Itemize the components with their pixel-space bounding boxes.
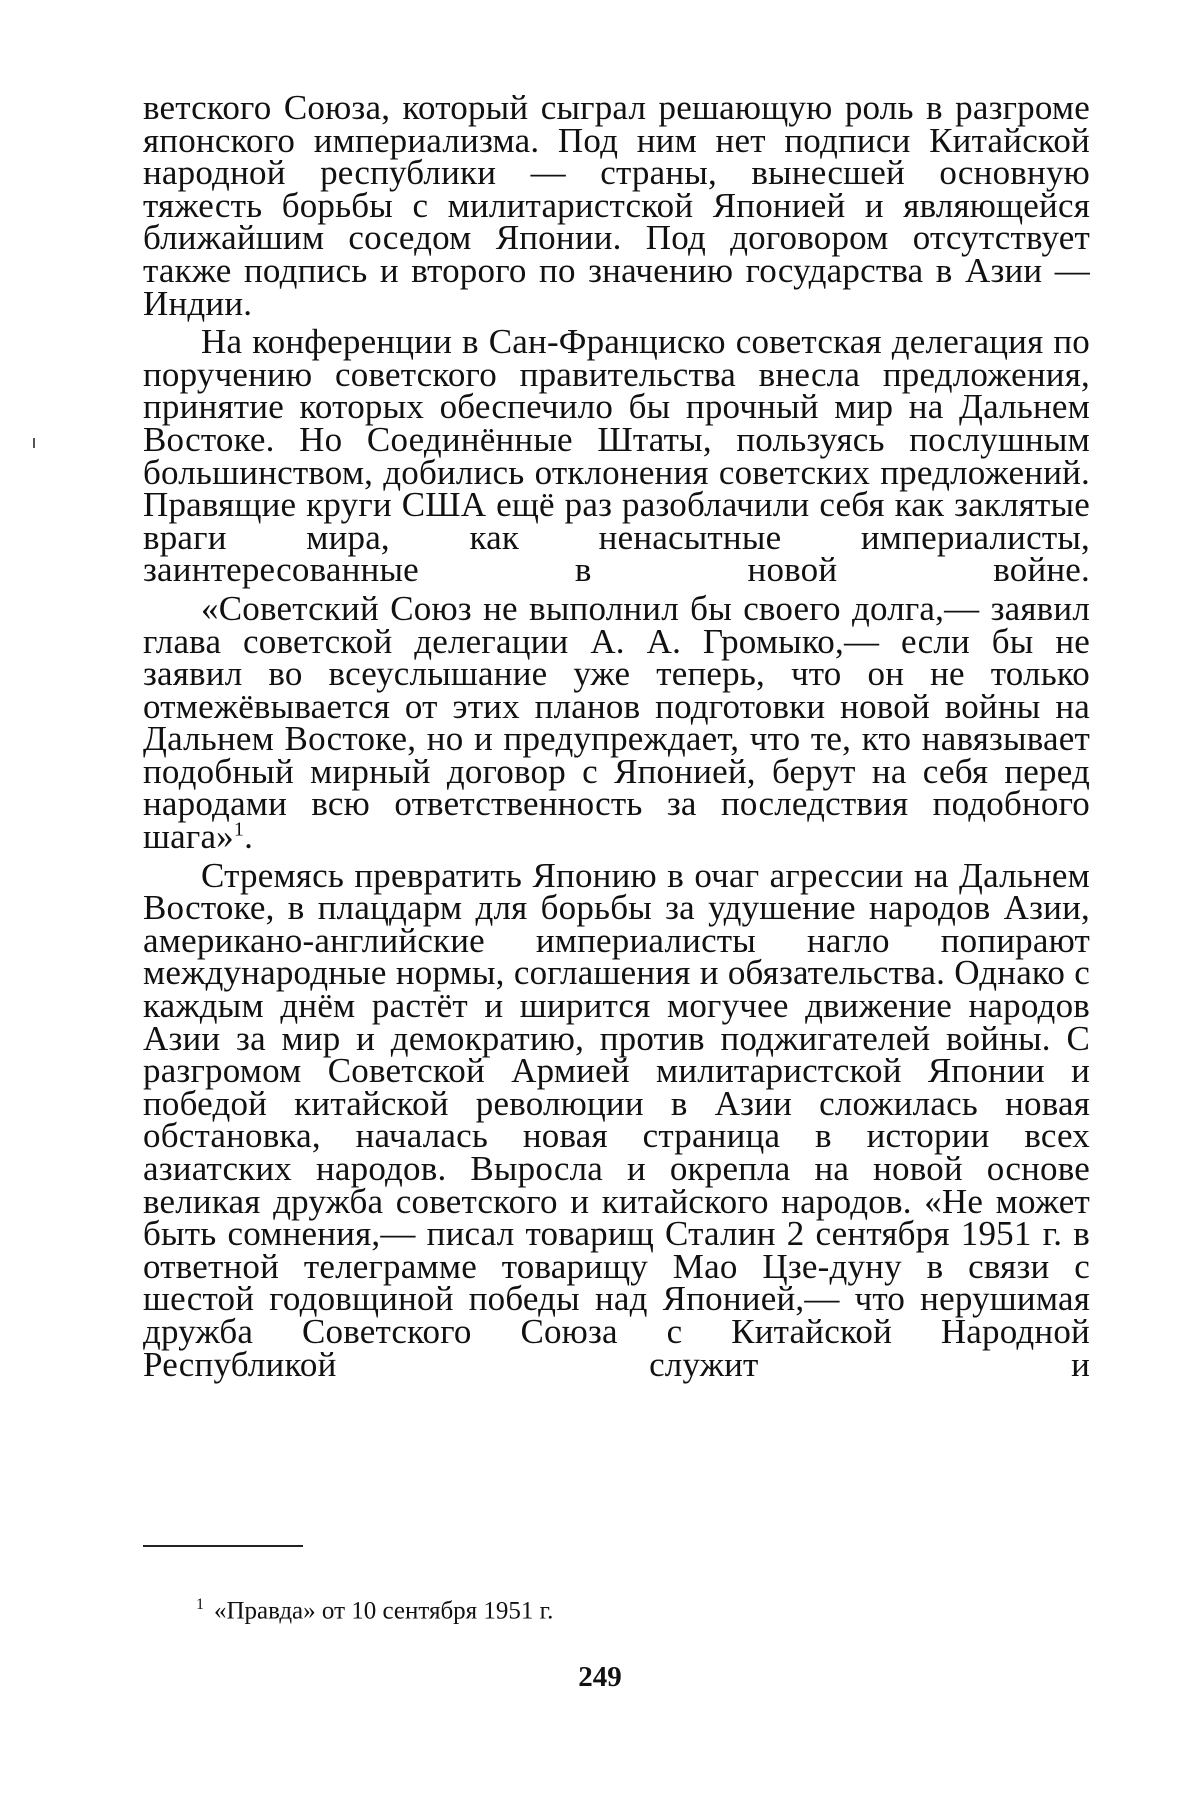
paragraph-continuation	[143, 92, 1090, 320]
footnote	[196, 1590, 553, 1626]
paragraph-quote-gromyko	[143, 593, 1090, 854]
footnote-text: «Правда» от 10 сентября 1951 г.	[214, 1597, 553, 1624]
page-number: 249	[0, 1660, 1200, 1694]
margin-tick-mark	[33, 438, 35, 448]
footnote-divider	[143, 1545, 303, 1547]
paragraph-text: ветского Союза, который сыграл решающую роль в разгроме японского империализма. Под ним нет подписи Китайской народной республики — страны, вынесшей основную тяжесть борьбы с милитаристской Японией и являющейся ближайшим соседом Японии. Под договором отсутствует также подпись и второго по значению государства в Азии — Индии.	[143, 88, 1090, 323]
footnote-reference: 1	[234, 818, 244, 840]
paragraph-text: На конференции в Сан-Франциско советская делегация по поручению советского правительства внесла предложения, принятие которых обеспечило бы прочный мир на Дальнем Востоке. Но Соединённые Штаты, пользуясь послушным большинством, добились отклонения советских предложений. Правящие круги США ещё раз разоблачили себя как заклятые враги мира, как ненасытные империалисты, заинтересованные в новой войне.	[143, 322, 1090, 589]
paragraph-text: Стремясь превратить Японию в очаг агрессии на Дальнем Востоке, в плацдарм для борьбы за удушение народов Азии, американо-английские империалисты нагло попирают международные нормы, соглашения и обязательства. Однако с каждым днём растёт и ширится могучее движение народов Азии за мир и демократию, против поджигателей войны. С разгромом Советской Армией милитаристской Японии и победой китайской революции в Азии сложилась новая обстановка, началась новая страница в истории всех азиатских народов. Выросла и окрепла на новой основе великая дружба советского и китайского народов. «Не может быть сомнения,— писал товарищ Сталин 2 сентября 1951 г. в ответной телеграмме товарищу Мао Цзе-дуну в связи с шестой годовщиной победы над Японией,— что нерушимая дружба Советского Союза с Китайской Народной Республикой служит и	[143, 856, 1090, 1384]
paragraph-conference	[143, 326, 1090, 587]
body-text	[143, 92, 1090, 1381]
paragraph-period: .	[244, 817, 253, 856]
book-page	[0, 0, 1200, 1816]
paragraph-text: «Советский Союз не выполнил бы своего долга,— заявил глава советской делегации А. А. Громыко,— если бы не заявил во всеуслышание уже теперь, что он не только отмежёвывается от этих планов подготовки новой войны на Дальнем Востоке, но и предупреждает, что те, кто навязывает подобный мирный договор с Японией, берут на себя перед народами всю ответственность за последствия подобного шага»	[143, 589, 1090, 856]
paragraph-asia	[143, 860, 1090, 1382]
footnote-mark: 1	[196, 1596, 204, 1613]
